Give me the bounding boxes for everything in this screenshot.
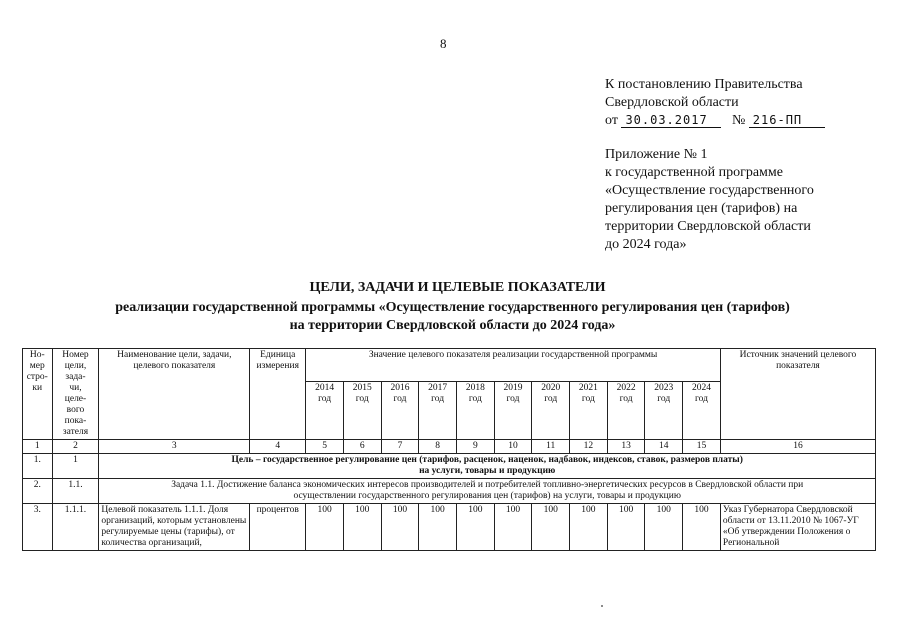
- goal-text-line1: Цель – государственное регулирование цен (тарифов, расценок, наценок, надбавок, индексов, ставок, размеров платы): [231, 455, 743, 465]
- goal-text: [99, 454, 876, 479]
- column-number: 14: [645, 440, 683, 454]
- resolution-date-line: [605, 112, 825, 130]
- header-year: 2016 год: [381, 381, 419, 439]
- column-number: 12: [570, 440, 608, 454]
- goal-row: [23, 454, 876, 479]
- indicator-value: 100: [645, 504, 683, 551]
- column-number: 9: [456, 440, 494, 454]
- title-line1: ЦЕЛИ, ЗАДАЧИ И ЦЕЛЕВЫЕ ПОКАЗАТЕЛИ: [309, 280, 606, 295]
- indicator-value: 100: [381, 504, 419, 551]
- indicator-value: 100: [607, 504, 645, 551]
- indicator-unit: процентов: [250, 504, 306, 551]
- header-year: 2015 год: [343, 381, 381, 439]
- goal-code: 1: [52, 454, 99, 479]
- title-line2: реализации государственной программы «Осуществление государственного регулирования цен (тарифов): [115, 300, 790, 315]
- column-number: 13: [607, 440, 645, 454]
- appendix-line: до 2024 года»: [605, 237, 687, 252]
- row-number: 1.: [23, 454, 53, 479]
- header-values-group: Значение целевого показателя реализации государственной программы: [306, 349, 721, 382]
- indicator-value: 100: [683, 504, 721, 551]
- indicator-value: 100: [532, 504, 570, 551]
- column-number: 11: [532, 440, 570, 454]
- appendix-line: к государственной программе: [605, 165, 783, 180]
- indicator-value: 100: [456, 504, 494, 551]
- resolution-date: 30.03.2017: [621, 113, 721, 128]
- indicator-row: [23, 504, 876, 551]
- header-source: Источник значений целевого показателя: [720, 349, 875, 440]
- from-label: от: [605, 113, 618, 128]
- resolution-line2: Свердловской области: [605, 95, 739, 110]
- indicator-source: Указ Губернатора Свердловской области от 13.11.2010 № 1067-УГ «Об утверждении Положения о Региональной: [720, 504, 875, 551]
- indicator-code: 1.1.1.: [52, 504, 99, 551]
- document-title: [0, 279, 905, 335]
- appendix-line: регулирования цен (тарифов) на: [605, 201, 798, 216]
- indicator-value: 100: [570, 504, 608, 551]
- resolution-block: [605, 76, 825, 130]
- appendix-block: [605, 146, 814, 254]
- header-row-number: Но- мер стро- ки: [23, 349, 53, 440]
- header-year: 2022 год: [607, 381, 645, 439]
- header-year: 2018 год: [456, 381, 494, 439]
- appendix-line: «Осуществление государственного: [605, 183, 814, 198]
- indicators-table: [22, 348, 876, 551]
- number-label: №: [731, 113, 746, 128]
- goal-text-line2: на услуги, товары и продукцию: [419, 466, 556, 476]
- task-text: [99, 479, 876, 504]
- header-year: 2020 год: [532, 381, 570, 439]
- header-unit: Единица измерения: [250, 349, 306, 440]
- column-number: 16: [720, 440, 875, 454]
- title-line3: на территории Свердловской области до 2024 года»: [289, 318, 616, 333]
- appendix-line: Приложение № 1: [605, 147, 708, 162]
- column-number: 3: [99, 440, 250, 454]
- column-number: 8: [419, 440, 457, 454]
- column-number: 5: [306, 440, 344, 454]
- column-number: 15: [683, 440, 721, 454]
- header-year: 2023 год: [645, 381, 683, 439]
- indicator-value: 100: [494, 504, 532, 551]
- column-number: 7: [381, 440, 419, 454]
- appendix-line: территории Свердловской области: [605, 219, 811, 234]
- column-numbers-row: [23, 440, 876, 454]
- column-number: 10: [494, 440, 532, 454]
- task-row: [23, 479, 876, 504]
- row-number: 2.: [23, 479, 53, 504]
- indicator-value: 100: [306, 504, 344, 551]
- indicator-value: 100: [343, 504, 381, 551]
- scan-speck: [601, 605, 603, 607]
- column-number: 1: [23, 440, 53, 454]
- resolution-line1: К постановлению Правительства: [605, 77, 803, 92]
- header-year: 2014 год: [306, 381, 344, 439]
- page-number: 8: [440, 36, 447, 51]
- row-number: 3.: [23, 504, 53, 551]
- column-number: 4: [250, 440, 306, 454]
- header-year: 2019 год: [494, 381, 532, 439]
- indicator-value: 100: [419, 504, 457, 551]
- resolution-number: 216-ПП: [749, 113, 825, 128]
- table-header-row: [23, 349, 876, 382]
- task-text-line2: осуществлении государственного регулирования цен (тарифов) на услуги, товары и продукцию: [293, 491, 681, 501]
- header-name: Наименование цели, задачи, целевого показателя: [99, 349, 250, 440]
- indicator-name: Целевой показатель 1.1.1. Доля организаций, которым установлены регулируемые цены (тарифы), от количества организаций,: [99, 504, 250, 551]
- header-year: 2021 год: [570, 381, 608, 439]
- column-number: 6: [343, 440, 381, 454]
- header-year: 2024 год: [683, 381, 721, 439]
- task-text-line1: Задача 1.1. Достижение баланса экономических интересов производителей и потребителей топливно-энергетических ресурсов в Свердловской области при: [171, 480, 804, 490]
- header-goal-number: Номер цели, зада- чи, целе- вого пока- зателя: [52, 349, 99, 440]
- column-number: 2: [52, 440, 99, 454]
- header-year: 2017 год: [419, 381, 457, 439]
- task-code: 1.1.: [52, 479, 99, 504]
